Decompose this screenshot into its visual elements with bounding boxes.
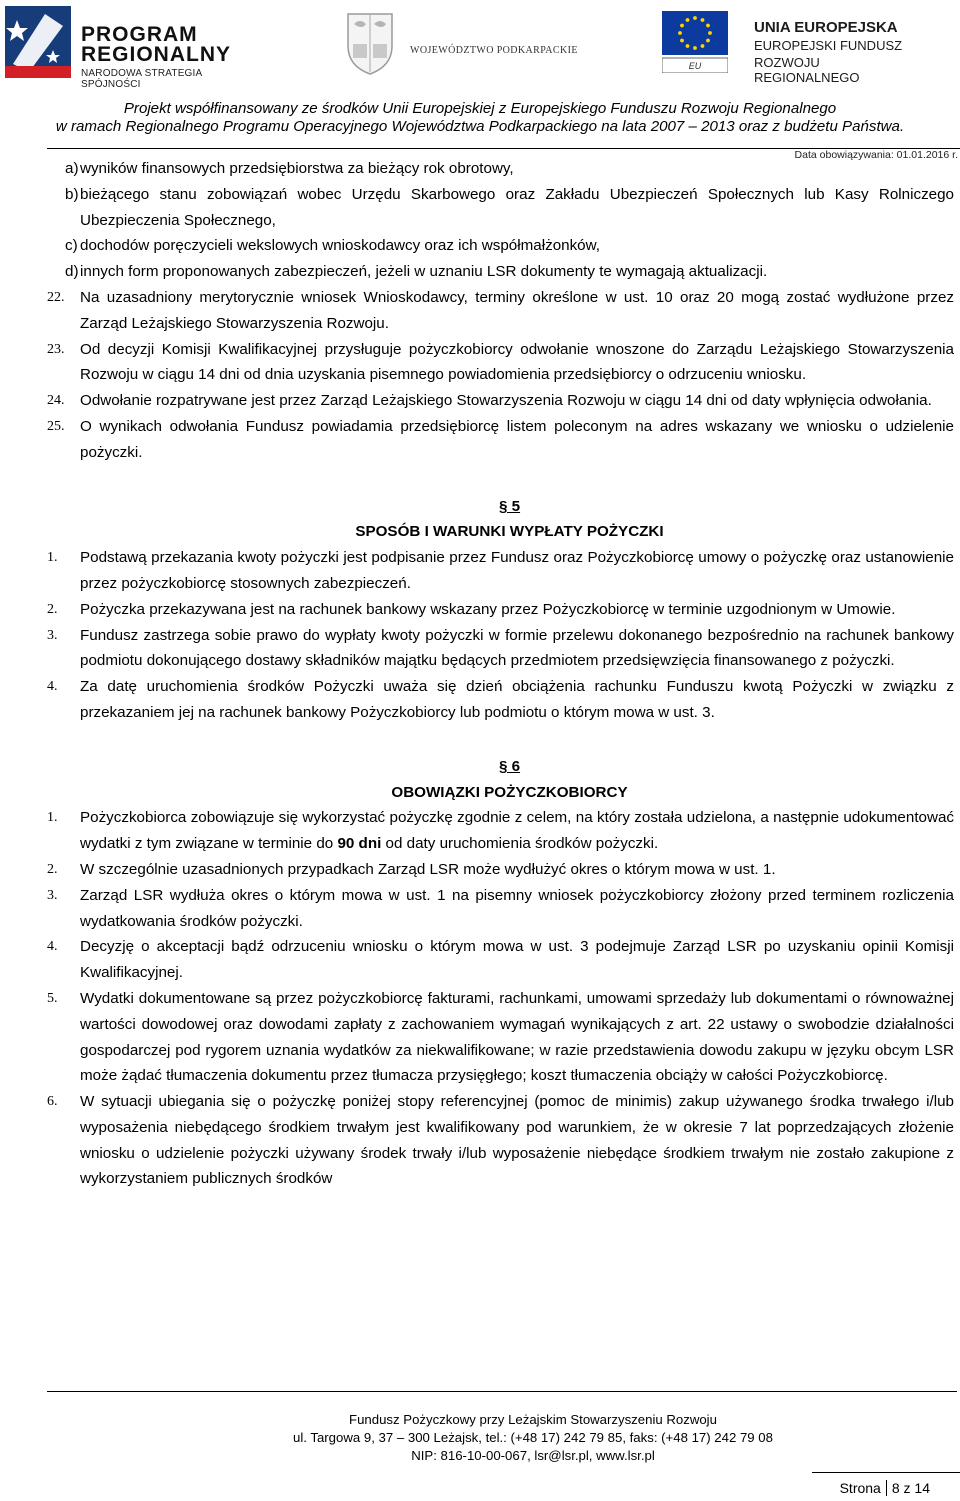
section-6-number: § 6 [498, 757, 521, 775]
list-item: c) dochodów poręczycieli wekslowych wnioskodawcy oraz ich współmałżonków, [65, 237, 600, 255]
list-item: a) wyników finansowych przedsiębiorstwa za bieżący rok obrotowy, [65, 160, 514, 177]
eu-star-icon [693, 46, 697, 50]
footer-contact: NIP: 816-10-00-067, lsr@lsr.pl, www.lsr.pl [411, 1448, 655, 1463]
program-title-line1: PROGRAM [81, 23, 198, 46]
list-item: d) innych form proponowanych zabezpieczeń, jeżeli w uznaniu LSR dokumenty te wymagają aktualizacji. [65, 263, 768, 281]
svg-text:EU: EU [688, 61, 702, 71]
footer-fund-name: Fundusz Pożyczkowy przy Leżajskim Stowarzyszeniu Rozwoju [349, 1412, 717, 1427]
eu-fund-line1: EUROPEJSKI FUNDUSZ [754, 38, 903, 53]
deadline-emphasis: 90 dni [337, 835, 382, 853]
numbered-item: 1. Pożyczkobiorca zobowiązuje się wykorzystać pożyczkę zgodnie z celem, na który została udzielona, a następnie udokumentować wydatki z tym związane w terminie do 90 dni od daty uruchomienia środków pożyczki. [47, 809, 954, 853]
numbered-item: 3. Zarząd LSR wydłuża okres o którym mowa w ust. 1 na pisemny wniosek pożyczkobiorcy złożony przed terminem rozliczenia wydatkowania środków pożyczki. [47, 886, 954, 930]
voivodeship-logo [344, 8, 584, 78]
numbered-item: 5. Wydatki dokumentowane są przez pożyczkobiorcę fakturami, rachunkami, umowami sprzedaży lub dokumentami o równoważnej wartości dowodowej oraz dowodami zapłaty z zachowaniem wymagań wynikających z art. 22 ustawy o swobodzie działalności gospodarczej pod rygorem uznania wydatków za niekwalifikowane; w razie przedstawienia dowodu zakupu w języku obcym LSR może żądać tłumaczenia dokumentu przez tłumacza przysięgłego; koszt tłumaczenia obciąży w całości Pożyczkobiorcę. [47, 989, 954, 1085]
section-5-number: § 5 [498, 497, 521, 515]
eu-fund-line2: ROZWOJU REGIONALNEGO [754, 55, 860, 85]
eu-flag-icon [662, 11, 728, 73]
eu-star-icon [686, 44, 690, 48]
eu-star-icon [678, 31, 682, 35]
eu-logo [662, 8, 907, 85]
numbered-item: 4. Za datę uruchomienia środków Pożyczki uważa się dzień obciążenia rachunku Funduszu kwotą Pożyczki w związku z przekazaniem jej na rachunek bankowy Pożyczkobiorcy lub podmiotu o którym mowa w ust. 3. [47, 678, 954, 721]
numbered-item: 1. Podstawą przekazania kwoty pożyczki jest podpisanie przez Fundusz oraz Pożyczkobiorcę umowy o pożyczkę oraz ustanowienie przez pożyczkobiorcę stosownych zabezpieczeń. [47, 549, 954, 592]
section-5-title: SPOSÓB I WARUNKI WYPŁATY POŻYCZKI [355, 523, 664, 541]
numbered-item: 24. Odwołanie rozpatrywane jest przez Zarząd Leżajskiego Stowarzyszenia Rozwoju w ciągu 14 dni od daty wpłynięcia odwołania. [47, 392, 932, 410]
list-item: b) bieżącego stanu zobowiązań wobec Urzędu Skarbowego oraz Zakładu Ubezpieczeń Społecznych lub Kasy Rolniczego Ubezpieczenia Społecznego, [65, 185, 954, 229]
numbered-item: 22. Na uzasadniony merytorycznie wniosek Wnioskodawcy, terminy określone w ust. 10 oraz 20 mogą zostać wydłużone przez Zarząd Leżajskiego Stowarzyszenia Rozwoju. [47, 288, 954, 332]
numbered-item: 3. Fundusz zastrzega sobie prawo do wypłaty kwoty pożyczki w formie przelewu dokonanego bezpośrednio na rachunek bankowy podmiotu dokonującego dostawy składników majątku będących przedmiotem przedsięwzięcia finansowanego z pożyczki. [47, 626, 954, 670]
eu-title: UNIA EUROPEJSKA [754, 19, 898, 36]
eu-star-icon [701, 44, 705, 48]
numbered-item: 6. W sytuacji ubiegania się o pożyczkę poniżej stopy referencyjnej (pomoc de minimis) zakup używanego środka trwałego i/lub wyposażenia niebędącego środkiem trwałym jest kwalifikowany pod warunkiem, że w okresie 7 lat poprzedzających złożenie wniosku o udzielenie pożyczki używany środek trwały i/lub wyposażenie niebędące środkiem trwałym nie zostało zakupione z wykorzystaniem publicznych środków [47, 1093, 954, 1188]
eu-star-icon [706, 24, 710, 28]
pager-divider [812, 1472, 960, 1473]
coat-of-arms-icon [344, 10, 396, 76]
program-logo-icon [5, 6, 71, 78]
eu-star-icon [686, 18, 690, 22]
numbered-item: 4. Decyzję o akceptacji bądź odrzuceniu wniosku o którym mowa w ust. 3 podejmuje Zarząd LSR po uzyskaniu opinii Komisji Kwalifikacyjnej. [47, 938, 954, 982]
eu-star-icon [680, 39, 684, 43]
footer-divider [47, 1391, 957, 1392]
eu-star-icon [708, 31, 712, 35]
eu-star-icon [693, 16, 697, 20]
document-body [47, 156, 954, 1192]
numbered-item: 2. W szczególnie uzasadnionych przypadkach Zarząd LSR może wydłużyć okres o którym mowa w ust. 1. [47, 860, 776, 878]
numbered-item: 23. Od decyzji Komisji Kwalifikacyjnej przysługuje pożyczkobiorcy odwołanie wnoszone do Zarządu Leżajskiego Stowarzyszenia Rozwoju w ciągu 14 dni od dnia uzyskania pisemnego powiadomienia przedsiębiorcy o odrzuceniu wniosku. [47, 340, 954, 384]
program-subtitle: NARODOWA STRATEGIA SPÓJNOŚCI [81, 68, 202, 90]
eu-star-icon [706, 39, 710, 43]
program-regionalny-logo [5, 6, 260, 90]
page-number: Strona 8 z 14 [839, 1480, 930, 1496]
eu-star-icon [680, 24, 684, 28]
project-info-line2: w ramach Regionalnego Programu Operacyjnego Województwa Podkarpackiego na lata 2007 – 2013 oraz z budżetu Państwa. [55, 118, 905, 135]
program-title-line2: REGIONALNY [81, 43, 232, 66]
eu-star-icon [701, 18, 705, 22]
voivodeship-name: WOJEWÓDZTWO PODKARPACKIE [410, 45, 578, 56]
validity-date: Data obowiązywania: 01.01.2016 r. [794, 149, 958, 161]
numbered-item: 25. O wynikach odwołania Fundusz powiadamia przedsiębiorcę listem poleconym na adres wskazany we wniosku o udzielenie pożyczki. [47, 417, 954, 461]
footer-address: ul. Targowa 9, 37 – 300 Leżajsk, tel.: (+48 17) 242 79 85, faks: (+48 17) 242 79 08 [293, 1430, 773, 1445]
section-6-title: OBOWIĄZKI POŻYCZKOBIORCY [391, 783, 628, 801]
numbered-item: 2. Pożyczka przekazywana jest na rachunek bankowy wskazany przez Pożyczkobiorcę w terminie uzgodnionym w Umowie. [47, 600, 896, 618]
project-info-line1: Projekt współfinansowany ze środków Unii Europejskiej z Europejskiego Funduszu Rozwoju Regionalnego [123, 100, 837, 117]
